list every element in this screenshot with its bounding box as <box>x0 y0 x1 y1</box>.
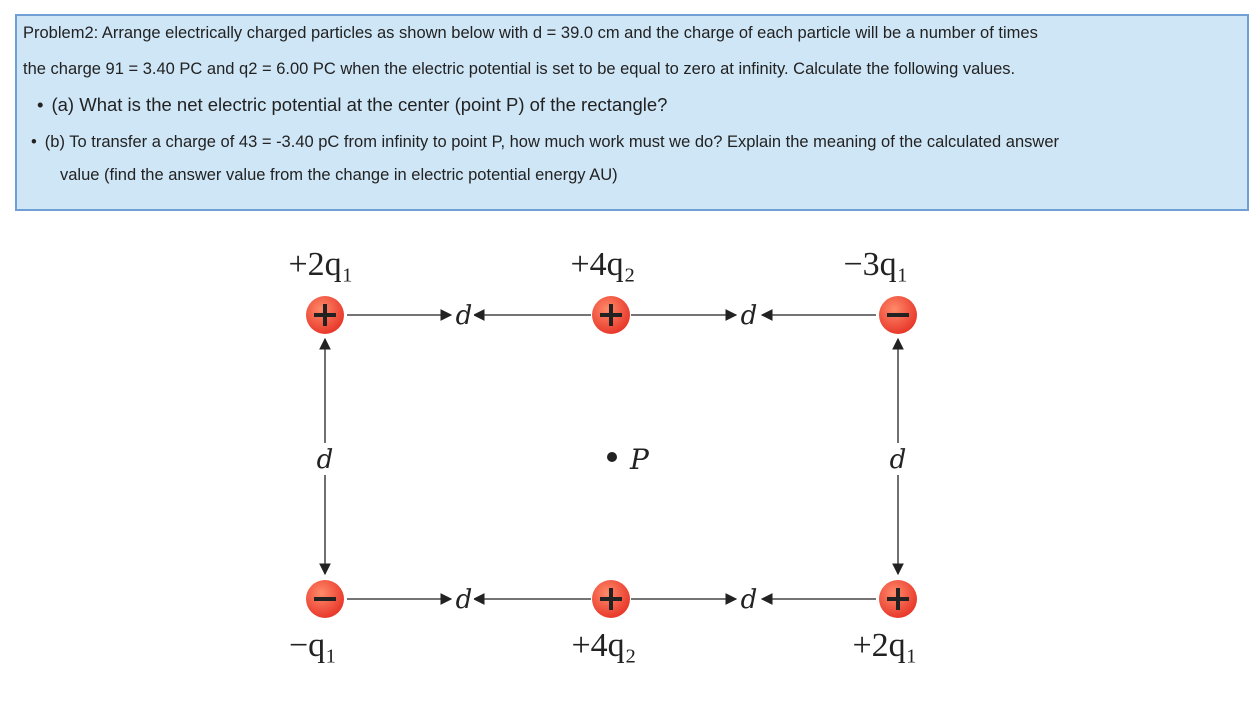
problem-line-2: the charge 91 = 3.40 PC and q2 = 6.00 PC when the electric potential is set to be equal to zero at infinity. Calculate the following values. <box>23 60 1016 78</box>
point-p <box>607 443 650 476</box>
charge-label: +2q₁ <box>852 627 918 664</box>
question-b-continued: value (find the answer value from the change in electric potential energy AU) <box>60 166 618 184</box>
problem-line-1: Problem2: Arrange electrically charged particles as shown below with d = 39.0 cm and the charge of each particle will be a number of times <box>23 24 1038 42</box>
charge-bottom-left <box>289 580 344 664</box>
problem-statement-box <box>15 14 1249 211</box>
charge-label: +4q₂ <box>570 246 636 283</box>
point-p-label: P <box>630 443 649 476</box>
bullet-icon: • <box>31 133 37 151</box>
distance-label: d <box>889 445 907 475</box>
bottom-left-distance-arrow <box>347 585 591 615</box>
charge-top-middle <box>570 246 635 334</box>
top-left-distance-arrow <box>347 301 591 331</box>
charge-top-right <box>843 246 917 334</box>
charge-bottom-middle <box>571 580 636 664</box>
charge-label: +2q₁ <box>288 246 354 283</box>
charge-bottom-right <box>852 580 917 664</box>
left-vertical-distance-arrow <box>317 339 334 574</box>
question-a-text: (a) What is the net electric potential at the center (point P) of the rectangle? <box>51 94 668 115</box>
question-b <box>31 133 1059 152</box>
charge-diagram <box>266 228 982 675</box>
bottom-right-distance-arrow <box>631 585 876 615</box>
top-right-distance-arrow <box>631 301 876 331</box>
distance-label: d <box>455 301 473 331</box>
charge-label: −q₁ <box>288 627 338 664</box>
bullet-icon: • <box>37 94 44 115</box>
distance-label: d <box>740 301 758 331</box>
distance-label: d <box>316 445 334 475</box>
distance-label: d <box>740 585 758 615</box>
question-b-text: (b) To transfer a charge of 43 = -3.40 pC from infinity to point P, how much work must we do? Explain the meaning of the calculated answer <box>44 133 1059 151</box>
distance-label: d <box>455 585 473 615</box>
charge-label: +4q₂ <box>571 627 637 664</box>
charge-label: −3q₁ <box>843 246 909 283</box>
question-a <box>37 94 667 116</box>
right-vertical-distance-arrow <box>890 339 907 574</box>
charge-top-left <box>288 246 353 334</box>
charge-arrangement-figure <box>266 228 982 675</box>
point-p-dot <box>607 452 617 462</box>
